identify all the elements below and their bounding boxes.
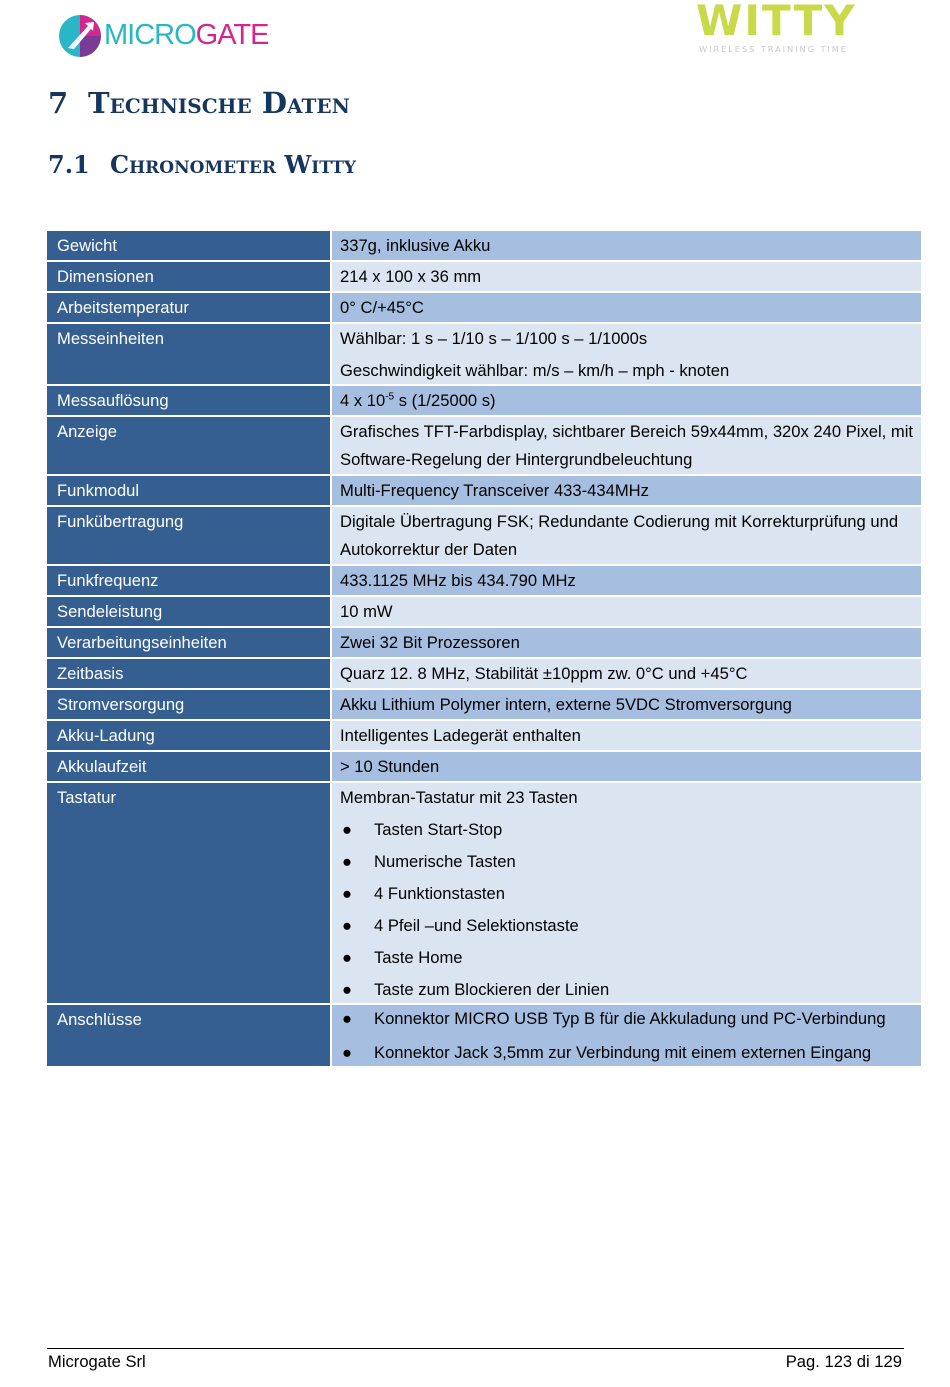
table-row <box>47 751 921 782</box>
list-item: ● Konnektor MICRO USB Typ B für die Akkuladung und PC-Verbindung <box>340 1006 913 1034</box>
row-value: 4 x $10^{-5}$ s (1/25000 s) <box>331 385 921 416</box>
row-value: Multi-Frequency Transceiver 433-434MHz <box>331 475 921 506</box>
row-label: Gewicht <box>47 231 331 261</box>
subsection-title: Chronometer Witty <box>110 150 357 179</box>
table-row <box>47 596 921 627</box>
table-row <box>47 689 921 720</box>
row-label: Arbeitstemperatur <box>47 292 331 323</box>
row-value: 10 mW <box>331 596 921 627</box>
row-label: Verarbeitungseinheiten <box>47 627 331 658</box>
witty-logo <box>696 0 916 58</box>
section-number: 7 <box>48 86 69 120</box>
bullet-icon: ● <box>342 852 353 871</box>
row-value: Quarz 12. 8 MHz, Stabilität ±10ppm zw. 0°C und +45°C <box>331 658 921 689</box>
microgate-logo-icon <box>58 14 102 58</box>
row-value <box>331 323 921 385</box>
microgate-wordmark: MICROGATE <box>104 19 269 51</box>
row-value: Digitale Übertragung FSK; Redundante Codierung mit Korrekturprüfung und Autokorrektur der Daten <box>331 506 921 565</box>
table-row <box>47 261 921 292</box>
microgate-logo <box>58 14 270 60</box>
row-label: Anschlüsse <box>47 1004 331 1067</box>
bullet-icon: ● <box>342 1009 353 1028</box>
section-title: Technische Daten <box>88 86 350 120</box>
value-line: Membran-Tastatur mit 23 Tasten <box>340 788 578 807</box>
footer-company: Microgate Srl <box>48 1352 146 1371</box>
row-label: Funkmodul <box>47 475 331 506</box>
row-value: Zwei 32 Bit Prozessoren <box>331 627 921 658</box>
row-label: Messeinheiten <box>47 323 331 385</box>
table-row <box>47 506 921 565</box>
table-row <box>47 720 921 751</box>
row-label: Akku-Ladung <box>47 720 331 751</box>
witty-logo-tagline: WIRELESS TRAINING TIME <box>699 44 848 54</box>
list-item: ● Taste Home <box>340 944 913 971</box>
row-value: 337g, inklusive Akku <box>331 231 921 261</box>
subsection-number: 7.1 <box>48 150 90 179</box>
list-item: ● Taste zum Blockieren der Linien <box>340 976 913 1003</box>
table-row <box>47 565 921 596</box>
bullet-icon: ● <box>342 980 353 999</box>
bullet-icon: ● <box>342 948 353 967</box>
list-item: ● Tasten Start-Stop <box>340 816 913 843</box>
table-row <box>47 475 921 506</box>
row-label: Akkulaufzeit <box>47 751 331 782</box>
spec-table <box>47 231 921 1068</box>
bullet-icon: ● <box>342 820 353 839</box>
row-value: 433.1125 MHz bis 434.790 MHz <box>331 565 921 596</box>
row-value <box>331 1004 921 1067</box>
table-row <box>47 1004 921 1067</box>
row-label: Funkfrequenz <box>47 565 331 596</box>
list-item: ● Konnektor Jack 3,5mm zur Verbindung mit einem externen Eingang <box>340 1039 913 1066</box>
bullet-icon: ● <box>342 1043 353 1062</box>
table-row <box>47 292 921 323</box>
table-row <box>47 627 921 658</box>
table-row <box>47 782 921 1004</box>
bullet-icon: ● <box>342 884 353 903</box>
footer-page-number: Pag. 123 di 129 <box>785 1352 902 1371</box>
exponent: -5 <box>385 391 395 403</box>
subsection-heading <box>48 150 356 179</box>
row-value: 214 x 100 x 36 mm <box>331 261 921 292</box>
row-label: Messauflösung <box>47 385 331 416</box>
table-row <box>47 385 921 416</box>
table-row <box>47 231 921 261</box>
table-row <box>47 323 921 385</box>
row-value: 0° C/+45°C <box>331 292 921 323</box>
row-label: Sendeleistung <box>47 596 331 627</box>
row-value: Grafisches TFT-Farbdisplay, sichtbarer Bereich 59x44mm, 320x 240 Pixel, mit Software-Regelung der Hintergrundbeleuchtung <box>331 416 921 475</box>
list-item: ● Numerische Tasten <box>340 848 913 875</box>
value-line: Geschwindigkeit wählbar: m/s – km/h – mph - knoten <box>340 361 730 380</box>
row-label: Funkübertragung <box>47 506 331 565</box>
section-heading <box>48 86 350 120</box>
row-value: Akku Lithium Polymer intern, externe 5VDC Stromversorgung <box>331 689 921 720</box>
row-label: Dimensionen <box>47 261 331 292</box>
row-value: Intelligentes Ladegerät enthalten <box>331 720 921 751</box>
bullet-icon: ● <box>342 916 353 935</box>
list-item: ● 4 Funktionstasten <box>340 880 913 907</box>
row-label: Anzeige <box>47 416 331 475</box>
footer-divider <box>47 1348 904 1349</box>
row-value <box>331 782 921 1004</box>
row-label: Zeitbasis <box>47 658 331 689</box>
table-row <box>47 416 921 475</box>
row-label: Stromversorgung <box>47 689 331 720</box>
list-item: ● 4 Pfeil –und Selektionstaste <box>340 912 913 939</box>
row-value: > 10 Stunden <box>331 751 921 782</box>
value-line: Wählbar: 1 s – 1/10 s – 1/100 s – 1/1000s <box>340 329 648 348</box>
witty-logo-title: WITTY <box>696 0 857 45</box>
row-label: Tastatur <box>47 782 331 1004</box>
table-row <box>47 658 921 689</box>
